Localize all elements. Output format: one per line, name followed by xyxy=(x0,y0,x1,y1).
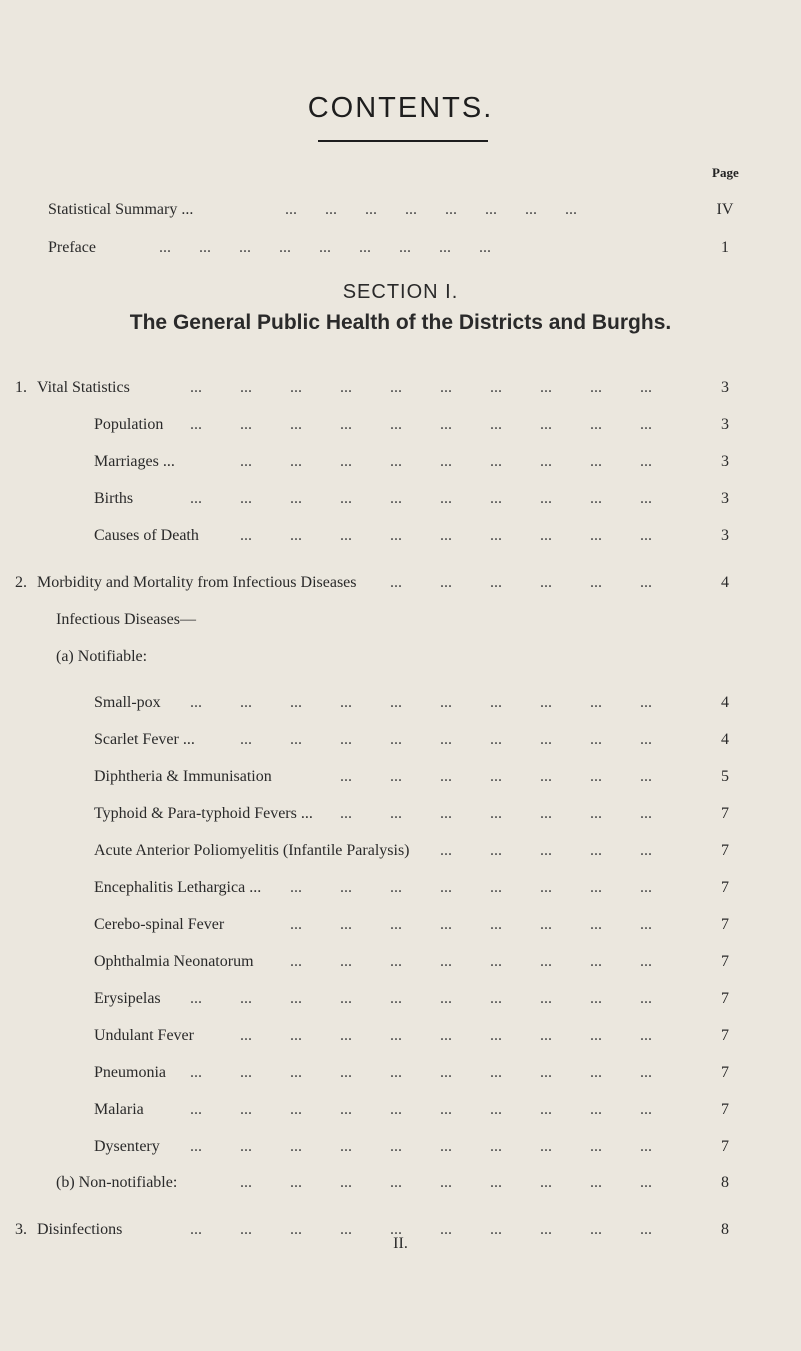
toc-leaders: ... ... ... ... ... ... ... ... xyxy=(285,201,577,218)
toc-leader-dots: ... xyxy=(290,379,302,396)
toc-leader-dots: ... xyxy=(440,990,452,1007)
toc-leader-dots: ... xyxy=(490,1101,502,1118)
toc-page-number: 7 xyxy=(721,1138,729,1155)
toc-leader-dots: ... xyxy=(390,731,402,748)
toc-leader-dots: ... xyxy=(240,990,252,1007)
toc-leader-dots: ... xyxy=(390,1221,402,1238)
toc-leader-dots: ... xyxy=(540,805,552,822)
toc-leader-dots: ... xyxy=(340,1101,352,1118)
toc-leader-dots: ... xyxy=(540,842,552,859)
toc-entry xyxy=(56,646,770,668)
toc-leader-dots: ... xyxy=(290,1221,302,1238)
toc-entry xyxy=(94,488,770,510)
toc-leader-dots: ... xyxy=(390,527,402,544)
toc-leader-dots: ... xyxy=(340,879,352,896)
toc-label: Infectious Diseases— xyxy=(56,611,196,628)
toc-leader-dots: ... xyxy=(640,527,652,544)
page-column-heading: Page xyxy=(712,165,739,180)
toc-leader-dots: ... xyxy=(640,953,652,970)
toc-leader-dots: ... xyxy=(590,731,602,748)
toc-leader-dots: ... xyxy=(540,574,552,591)
toc-leader-dots: ... xyxy=(590,416,602,433)
toc-leader-dots: ... xyxy=(340,768,352,785)
toc-page-number: 3 xyxy=(721,416,729,433)
toc-leader-dots: ... xyxy=(490,916,502,933)
toc-leader-dots: ... xyxy=(540,731,552,748)
toc-leader-dots: ... xyxy=(640,916,652,933)
toc-leader-dots: ... xyxy=(440,731,452,748)
page-title: CONTENTS. xyxy=(307,92,494,124)
toc-leader-dots: ... xyxy=(190,379,202,396)
toc-leader-dots: ... xyxy=(490,731,502,748)
toc-leader-dots: ... xyxy=(190,694,202,711)
page-footer-number: II. xyxy=(393,1235,408,1252)
toc-leader-dots: ... xyxy=(440,416,452,433)
toc-leader-dots: ... xyxy=(490,953,502,970)
toc-leader-dots: ... xyxy=(390,953,402,970)
toc-leader-dots: ... xyxy=(340,916,352,933)
toc-leader-dots: ... xyxy=(540,879,552,896)
toc-label: Vital Statistics xyxy=(37,379,130,396)
toc-page-number: 7 xyxy=(721,990,729,1007)
toc-page-number: 3 xyxy=(721,490,729,507)
toc-entry xyxy=(94,451,770,473)
toc-leader-dots: ... xyxy=(640,1064,652,1081)
toc-page-number: 3 xyxy=(721,527,729,544)
toc-number: 1. xyxy=(15,379,27,396)
toc-leader-dots: ... xyxy=(440,1138,452,1155)
toc-leader-dots: ... xyxy=(340,416,352,433)
toc-leader-dots: ... xyxy=(340,805,352,822)
toc-leader-dots: ... xyxy=(440,694,452,711)
toc-page-number: 7 xyxy=(721,953,729,970)
toc-leader-dots: ... xyxy=(340,1221,352,1238)
toc-leader-dots: ... xyxy=(640,574,652,591)
toc-leader-dots: ... xyxy=(490,1027,502,1044)
toc-leader-dots: ... xyxy=(290,879,302,896)
toc-leader-dots: ... xyxy=(540,768,552,785)
toc-leader-dots: ... xyxy=(290,416,302,433)
toc-leader-dots: ... xyxy=(490,694,502,711)
toc-label: Dysentery xyxy=(94,1138,160,1155)
toc-leader-dots: ... xyxy=(440,1174,452,1191)
toc-label: Births xyxy=(94,490,134,507)
toc-entry xyxy=(15,572,770,594)
toc-entry xyxy=(94,951,770,973)
toc-leader-dots: ... xyxy=(390,416,402,433)
toc-leaders: ... ... ... ... ... ... ... ... ... xyxy=(159,239,491,256)
toc-label: Diphtheria & Immunisation xyxy=(94,768,272,785)
toc-label: Preface xyxy=(48,239,96,256)
toc-leader-dots: ... xyxy=(240,1101,252,1118)
toc-entry xyxy=(94,840,770,862)
toc-entry xyxy=(94,803,770,825)
toc-leader-dots: ... xyxy=(340,1027,352,1044)
toc-leader-dots: ... xyxy=(490,574,502,591)
toc-leader-dots: ... xyxy=(340,527,352,544)
toc-leader-dots: ... xyxy=(540,1027,552,1044)
toc-leader-dots: ... xyxy=(640,1027,652,1044)
toc-leader-dots: ... xyxy=(240,490,252,507)
toc-label: Cerebo-spinal Fever xyxy=(94,916,225,933)
toc-leader-dots: ... xyxy=(390,1138,402,1155)
toc-page-number: 7 xyxy=(721,1027,729,1044)
toc-leader-dots: ... xyxy=(290,1027,302,1044)
toc-leader-dots: ... xyxy=(540,453,552,470)
toc-leader-dots: ... xyxy=(490,1064,502,1081)
toc-leader-dots: ... xyxy=(340,953,352,970)
toc-leader-dots: ... xyxy=(240,1174,252,1191)
toc-leader-dots: ... xyxy=(590,1174,602,1191)
toc-leader-dots: ... xyxy=(440,953,452,970)
toc-leader-dots: ... xyxy=(590,805,602,822)
toc-number: 2. xyxy=(15,574,27,591)
toc-leader-dots: ... xyxy=(240,453,252,470)
toc-leader-dots: ... xyxy=(340,694,352,711)
toc-leader-dots: ... xyxy=(440,574,452,591)
toc-leader-dots: ... xyxy=(240,1064,252,1081)
toc-leader-dots: ... xyxy=(490,805,502,822)
toc-page-number: 7 xyxy=(721,1064,729,1081)
toc-page-number: 3 xyxy=(721,453,729,470)
toc-page-number: 3 xyxy=(721,379,729,396)
toc-leader-dots: ... xyxy=(640,731,652,748)
toc-leader-dots: ... xyxy=(290,1174,302,1191)
toc-leader-dots: ... xyxy=(490,879,502,896)
toc-leader-dots: ... xyxy=(590,879,602,896)
toc-leader-dots: ... xyxy=(590,694,602,711)
toc-entry xyxy=(48,199,768,221)
toc-leader-dots: ... xyxy=(640,416,652,433)
toc-leader-dots: ... xyxy=(190,416,202,433)
toc-label: (a) Notifiable: xyxy=(56,648,148,665)
toc-leader-dots: ... xyxy=(640,1174,652,1191)
toc-leader-dots: ... xyxy=(640,490,652,507)
toc-entry xyxy=(56,1172,770,1194)
toc-leader-dots: ... xyxy=(440,842,452,859)
toc-leader-dots: ... xyxy=(390,805,402,822)
toc-label: Statistical Summary ... xyxy=(48,201,194,218)
toc-leader-dots: ... xyxy=(540,990,552,1007)
toc-leader-dots: ... xyxy=(340,453,352,470)
toc-label: Typhoid & Para-typhoid Fevers ... xyxy=(94,805,313,822)
toc-leader-dots: ... xyxy=(440,805,452,822)
toc-leader-dots: ... xyxy=(390,574,402,591)
toc-leader-dots: ... xyxy=(490,527,502,544)
toc-leader-dots: ... xyxy=(340,1174,352,1191)
toc-leader-dots: ... xyxy=(640,990,652,1007)
toc-page-number: 8 xyxy=(721,1174,729,1191)
toc-leader-dots: ... xyxy=(290,527,302,544)
toc-leader-dots: ... xyxy=(440,453,452,470)
section-title: The General Public Health of the Districts and Burghs. xyxy=(129,311,672,334)
toc-leader-dots: ... xyxy=(290,1064,302,1081)
toc-leader-dots: ... xyxy=(590,1027,602,1044)
toc-leader-dots: ... xyxy=(440,1064,452,1081)
toc-label: Scarlet Fever ... xyxy=(94,731,195,748)
toc-leader-dots: ... xyxy=(440,916,452,933)
toc-leader-dots: ... xyxy=(340,990,352,1007)
toc-entry xyxy=(94,1025,770,1047)
toc-number: 3. xyxy=(15,1221,27,1238)
toc-leader-dots: ... xyxy=(440,1027,452,1044)
toc-leader-dots: ... xyxy=(290,990,302,1007)
toc-leader-dots: ... xyxy=(240,527,252,544)
toc-entry xyxy=(56,609,770,631)
toc-entry xyxy=(94,1099,770,1121)
toc-entry xyxy=(94,914,770,936)
toc-entry xyxy=(94,692,770,714)
toc-leader-dots: ... xyxy=(240,416,252,433)
toc-leader-dots: ... xyxy=(440,768,452,785)
toc-leader-dots: ... xyxy=(390,490,402,507)
toc-leader-dots: ... xyxy=(340,1138,352,1155)
toc-label: Undulant Fever xyxy=(94,1027,194,1044)
toc-leader-dots: ... xyxy=(540,1138,552,1155)
toc-leader-dots: ... xyxy=(290,1138,302,1155)
toc-leader-dots: ... xyxy=(190,1221,202,1238)
toc-leader-dots: ... xyxy=(590,1101,602,1118)
toc-page-number: 7 xyxy=(721,842,729,859)
toc-leader-dots: ... xyxy=(290,694,302,711)
toc-leader-dots: ... xyxy=(540,1064,552,1081)
toc-leader-dots: ... xyxy=(540,1221,552,1238)
toc-leader-dots: ... xyxy=(590,1221,602,1238)
toc-leader-dots: ... xyxy=(490,1138,502,1155)
toc-leader-dots: ... xyxy=(640,842,652,859)
toc-leader-dots: ... xyxy=(290,731,302,748)
toc-label: Causes of Death xyxy=(94,527,199,544)
toc-leader-dots: ... xyxy=(640,694,652,711)
toc-leader-dots: ... xyxy=(540,1174,552,1191)
toc-leader-dots: ... xyxy=(640,1138,652,1155)
toc-leader-dots: ... xyxy=(590,490,602,507)
toc-entry xyxy=(94,414,770,436)
toc-leader-dots: ... xyxy=(390,1027,402,1044)
toc-leader-dots: ... xyxy=(540,490,552,507)
toc-leader-dots: ... xyxy=(390,694,402,711)
toc-leader-dots: ... xyxy=(440,527,452,544)
toc-label: Morbidity and Mortality from Infectious Diseases xyxy=(37,574,357,591)
toc-page-number: 4 xyxy=(721,694,729,711)
toc-label: Population xyxy=(94,416,164,433)
toc-leader-dots: ... xyxy=(240,1221,252,1238)
toc-entry xyxy=(94,525,770,547)
toc-leader-dots: ... xyxy=(390,379,402,396)
toc-leader-dots: ... xyxy=(540,416,552,433)
toc-leader-dots: ... xyxy=(440,379,452,396)
toc-leader-dots: ... xyxy=(240,694,252,711)
toc-leader-dots: ... xyxy=(190,490,202,507)
toc-entry xyxy=(48,237,768,259)
toc-leader-dots: ... xyxy=(490,990,502,1007)
toc-page-number: 7 xyxy=(721,879,729,896)
toc-leader-dots: ... xyxy=(540,379,552,396)
toc-leader-dots: ... xyxy=(240,731,252,748)
toc-leader-dots: ... xyxy=(640,768,652,785)
toc-leader-dots: ... xyxy=(590,953,602,970)
toc-leader-dots: ... xyxy=(390,1101,402,1118)
toc-page-number: 7 xyxy=(721,1101,729,1118)
toc-leader-dots: ... xyxy=(340,1064,352,1081)
toc-leader-dots: ... xyxy=(440,490,452,507)
toc-leader-dots: ... xyxy=(590,916,602,933)
toc-leader-dots: ... xyxy=(590,574,602,591)
toc-label: Marriages ... xyxy=(94,453,175,470)
toc-leader-dots: ... xyxy=(590,990,602,1007)
toc-leader-dots: ... xyxy=(390,768,402,785)
toc-label: Disinfections xyxy=(37,1221,123,1238)
toc-label: Erysipelas xyxy=(94,990,161,1007)
toc-leader-dots: ... xyxy=(290,953,302,970)
toc-leader-dots: ... xyxy=(490,1221,502,1238)
toc-leader-dots: ... xyxy=(290,453,302,470)
toc-entry xyxy=(94,729,770,751)
toc-leader-dots: ... xyxy=(490,416,502,433)
toc-leader-dots: ... xyxy=(590,453,602,470)
toc-leader-dots: ... xyxy=(590,768,602,785)
toc-leader-dots: ... xyxy=(290,1101,302,1118)
toc-page-number: IV xyxy=(716,201,734,218)
toc-label: Ophthalmia Neonatorum xyxy=(94,953,254,970)
toc-label: Acute Anterior Poliomyelitis (Infantile Paralysis) xyxy=(94,842,410,859)
toc-leader-dots: ... xyxy=(490,842,502,859)
toc-leader-dots: ... xyxy=(290,490,302,507)
toc-leader-dots: ... xyxy=(640,453,652,470)
toc-page-number: 7 xyxy=(721,805,729,822)
toc-leader-dots: ... xyxy=(640,1221,652,1238)
toc-leader-dots: ... xyxy=(190,1138,202,1155)
toc-page-number: 7 xyxy=(721,916,729,933)
toc-entry xyxy=(94,1136,770,1158)
toc-leader-dots: ... xyxy=(490,1174,502,1191)
toc-label: Pneumonia xyxy=(94,1064,166,1081)
toc-leader-dots: ... xyxy=(590,527,602,544)
toc-page-number: 8 xyxy=(721,1221,729,1238)
toc-label: Small-pox xyxy=(94,694,161,711)
toc-leader-dots: ... xyxy=(390,453,402,470)
toc-leader-dots: ... xyxy=(390,990,402,1007)
toc-leader-dots: ... xyxy=(540,916,552,933)
toc-leader-dots: ... xyxy=(490,379,502,396)
toc-leader-dots: ... xyxy=(640,1101,652,1118)
toc-entry xyxy=(94,877,770,899)
toc-leader-dots: ... xyxy=(640,805,652,822)
toc-leader-dots: ... xyxy=(440,1101,452,1118)
toc-leader-dots: ... xyxy=(240,1138,252,1155)
toc-page-number: 4 xyxy=(721,574,729,591)
toc-leader-dots: ... xyxy=(640,379,652,396)
toc-leader-dots: ... xyxy=(290,916,302,933)
toc-leader-dots: ... xyxy=(340,379,352,396)
toc-leader-dots: ... xyxy=(590,379,602,396)
toc-leader-dots: ... xyxy=(190,990,202,1007)
toc-entry xyxy=(94,766,770,788)
toc-leader-dots: ... xyxy=(390,1174,402,1191)
toc-page-number: 5 xyxy=(721,768,729,785)
toc-leader-dots: ... xyxy=(440,879,452,896)
toc-leader-dots: ... xyxy=(240,379,252,396)
toc-leader-dots: ... xyxy=(640,879,652,896)
toc-leader-dots: ... xyxy=(540,953,552,970)
toc-leader-dots: ... xyxy=(590,1138,602,1155)
toc-label: Encephalitis Lethargica ... xyxy=(94,879,262,896)
toc-leader-dots: ... xyxy=(590,842,602,859)
toc-leader-dots: ... xyxy=(540,694,552,711)
toc-entry xyxy=(15,377,770,399)
toc-leader-dots: ... xyxy=(490,490,502,507)
toc-leader-dots: ... xyxy=(440,1221,452,1238)
toc-label: Malaria xyxy=(94,1101,144,1118)
toc-leader-dots: ... xyxy=(390,879,402,896)
toc-leader-dots: ... xyxy=(340,490,352,507)
toc-page-number: 1 xyxy=(721,239,729,256)
toc-leader-dots: ... xyxy=(590,1064,602,1081)
title-underline xyxy=(318,140,488,142)
toc-leader-dots: ... xyxy=(540,1101,552,1118)
toc-entry xyxy=(94,1062,770,1084)
toc-leader-dots: ... xyxy=(240,1027,252,1044)
toc-entry xyxy=(94,988,770,1010)
section-number: SECTION I. xyxy=(342,281,459,303)
toc-leader-dots: ... xyxy=(540,527,552,544)
toc-leader-dots: ... xyxy=(390,1064,402,1081)
toc-leader-dots: ... xyxy=(190,1064,202,1081)
toc-leader-dots: ... xyxy=(340,731,352,748)
toc-leader-dots: ... xyxy=(490,453,502,470)
toc-leader-dots: ... xyxy=(390,916,402,933)
toc-page-number: 4 xyxy=(721,731,729,748)
toc-label: (b) Non-notifiable: xyxy=(56,1174,178,1191)
toc-leader-dots: ... xyxy=(190,1101,202,1118)
toc-leader-dots: ... xyxy=(490,768,502,785)
